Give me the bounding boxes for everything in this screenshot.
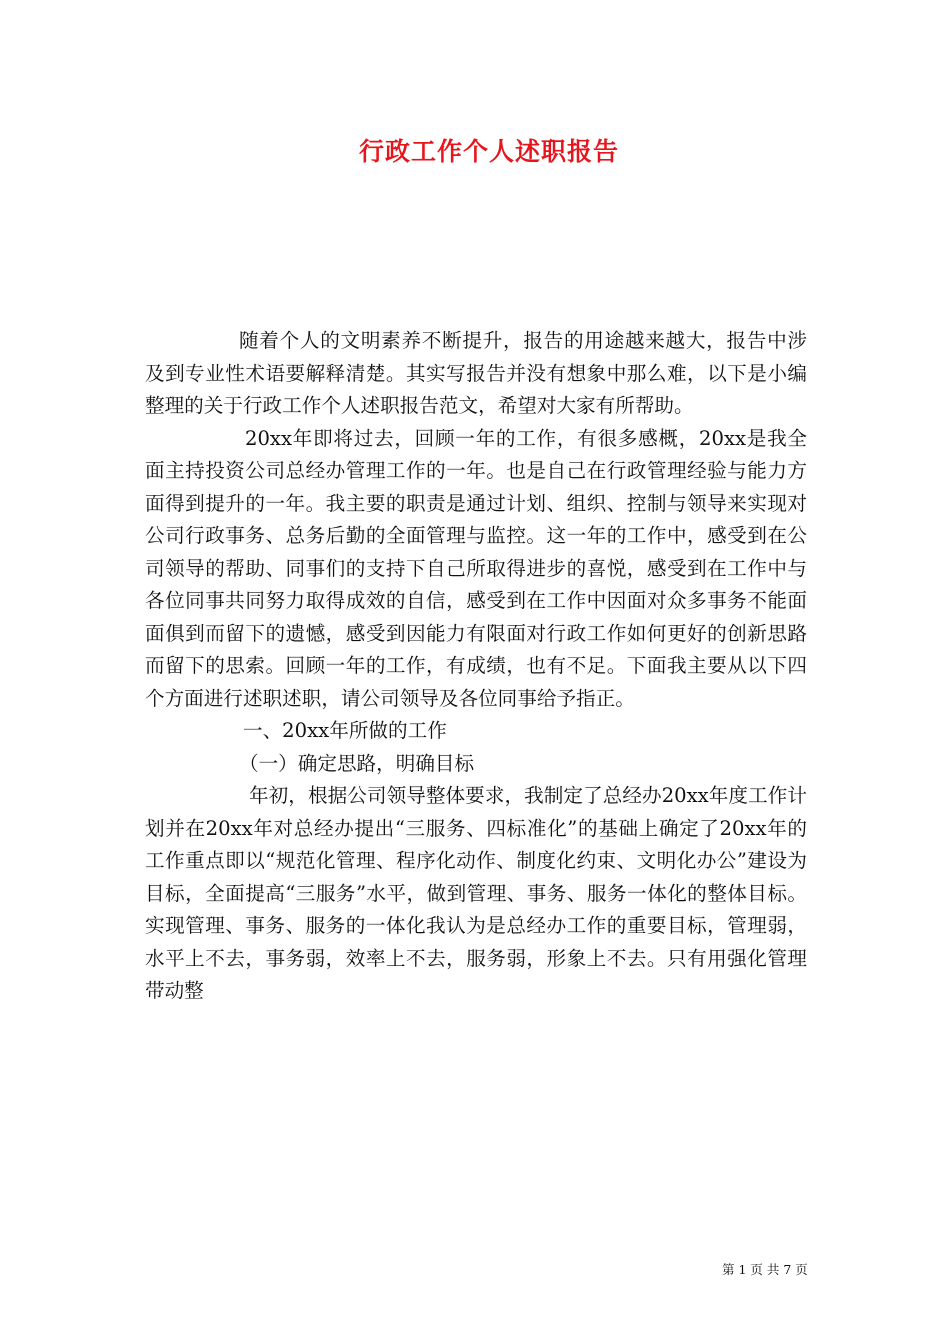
summary-paragraph: 20xx年即将过去，回顾一年的工作，有很多感概，20xx是我全面主持投资公司总经办管理工作的一年。也是自己在行政管理经验与能力方面得到提升的一年。我主要的职责是通过计划、组织、控制与领导来实现对公司行政事务、总务后勤的全面管理与监控。这一年的工作中，感受到在公司领导的帮助、同事们的支持下自己所取得进步的喜悦，感受到在工作中与各位同事共同努力取得成效的自信，感受到在工作中因面对众多事务不能面面俱到而留下的遗憾，感受到因能力有限面对行政工作如何更好的创新思路而留下的思索。回顾一年的工作，有成绩，也有不足。下面我主要从以下四个方面进行述职述职，请公司领导及各位同事给予指正。 bbox=[145, 426, 807, 710]
subsection-body-paragraph: 年初，根据公司领导整体要求，我制定了总经办20xx年度工作计划并在20xx年对总经办提出“三服务、四标准化”的基础上确定了20xx年的工作重点即以“规范化管理、程序化动作、制度化约束、文明化办公”建设为目标，全面提高“三服务”水平，做到管理、事务、服务一体化的整体目标。实现管理、事务、服务的一体化我认为是总经办工作的重要目标，管理弱，水平上不去，事务弱，效率上不去，服务弱，形象上不去。只有用强化管理带动整 bbox=[145, 784, 807, 1002]
page-indicator: 第 1 页 共 7 页 bbox=[722, 1262, 808, 1277]
subsection-heading: （一）确定思路，明确目标 bbox=[239, 751, 475, 775]
section-heading: 一、20xx年所做的工作 bbox=[243, 719, 447, 742]
intro-paragraph: 随着个人的文明素养不断提升，报告的用途越来越大，报告中涉及到专业性术语要解释清楚。其实写报告并没有想象中那么难，以下是小编整理的关于行政工作个人述职报告范文，希望对大家有所帮助。 bbox=[145, 329, 807, 417]
document-body bbox=[145, 325, 807, 1008]
document-title: 行政工作个人述职报告 bbox=[358, 137, 619, 166]
